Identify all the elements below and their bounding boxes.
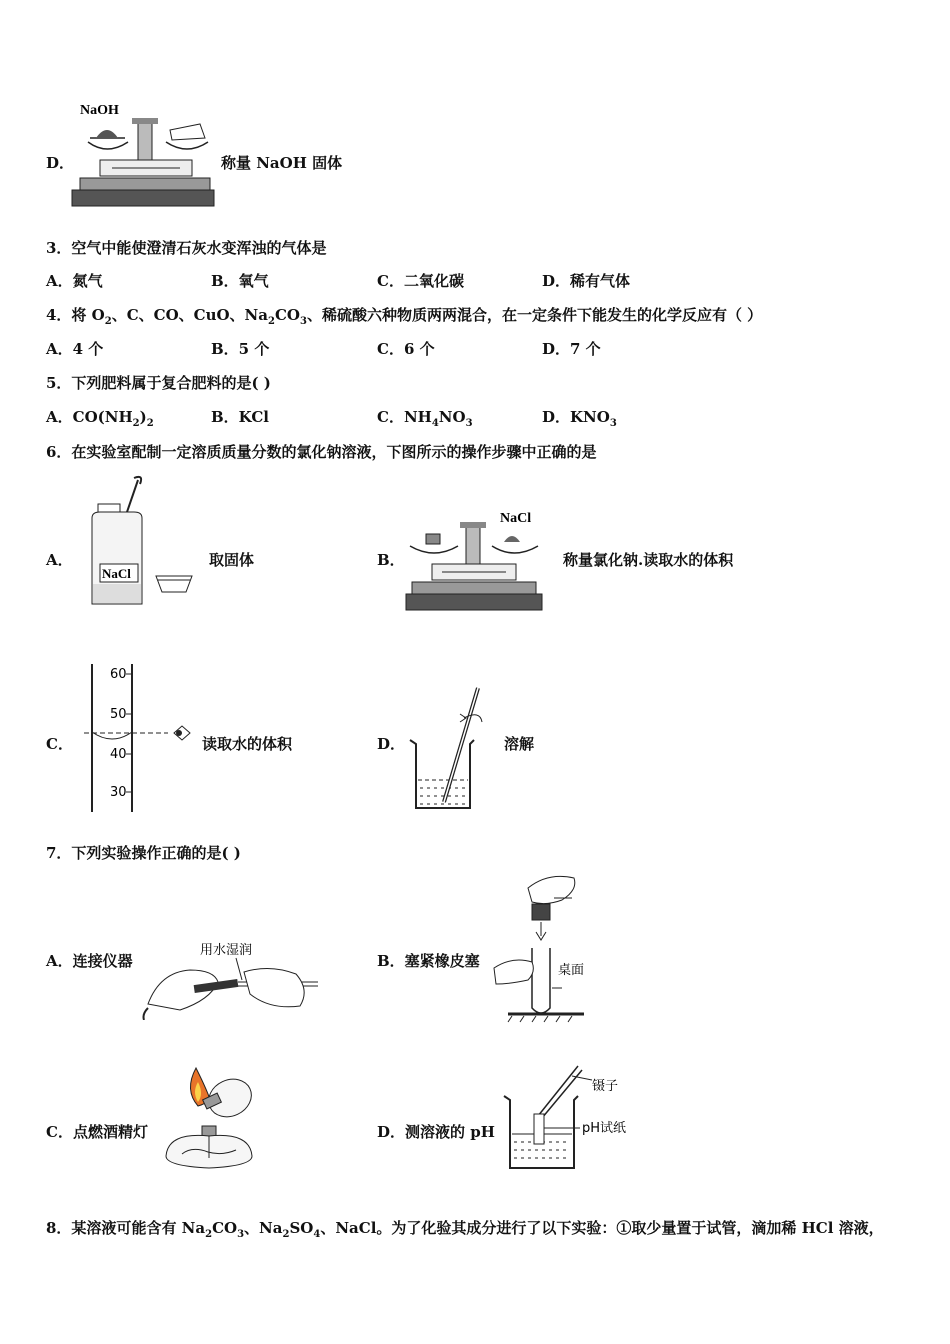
q3-option-b[interactable]: B．氧气 [211,272,269,290]
q3-stem: 3．空气中能使澄清石灰水变浑浊的气体是 [46,239,327,257]
graduated-cylinder-figure [82,662,198,814]
q8-stem [46,1217,884,1240]
q4-option-a[interactable]: A．4 个 [46,340,104,358]
q6-option-d-label[interactable]: D． [377,735,406,753]
q7-option-d[interactable]: D．测溶液的 pH [377,1123,495,1141]
connect-tube-figure [140,934,320,1020]
q5-a-suffix: ) [139,408,147,426]
tick-60: 60 [110,667,127,682]
q4-stem-prefix: 4．将 O [46,306,105,324]
insert-stopper-figure [488,868,598,1024]
q7-option-a[interactable]: A．连接仪器 [46,952,133,970]
table-surface-label: 桌面 [558,963,585,978]
q4-option-b[interactable]: B．5 个 [211,340,270,358]
q8-s2: 3 [237,1229,245,1240]
q6-option-b-label[interactable]: B． [377,551,405,569]
q6-option-c-text: 读取水的体积 [202,735,293,753]
q2-option-d-label: D． [46,154,75,172]
q4-option-c[interactable]: C．6 个 [377,340,435,358]
naoh-fig-label: NaOH [80,103,119,118]
q6-option-b-text: 称量氯化钠.读取水的体积 [563,551,734,569]
q5-option-b[interactable]: B．KCl [211,408,269,426]
balance-nacl-figure [404,506,546,614]
tick-50: 50 [110,707,127,722]
q8-stem-suffix: 、NaCl。为了化验其成分进行了以下实验：①取少量置于试管，滴加稀 HCl 溶液， [320,1219,884,1237]
q4-option-d[interactable]: D．7 个 [542,340,601,358]
q5-a-sub2: 2 [146,418,154,429]
q4-sub3: 3 [299,316,307,327]
reagent-bottle-figure [86,474,198,608]
ph-paper-label: pH试纸 [582,1121,627,1136]
q5-option-a[interactable] [46,406,154,429]
nacl-balance-label: NaCl [500,511,532,526]
wet-with-water-label: 用水湿润 [200,943,253,958]
tweezers-label: 镊子 [592,1079,619,1094]
q7-stem: 7．下列实验操作正确的是( ) [46,844,241,862]
q8-stem-prefix: 8．某溶液可能含有 Na [46,1219,206,1237]
q5-c-sub: 4 [431,418,439,429]
q5-d-sub: 3 [609,418,617,429]
q8-m2: 、Na [244,1219,283,1237]
q4-stem-mid: 、C、CO、CuO、Na [111,306,268,324]
q3-option-a[interactable]: A．氮气 [46,272,103,290]
q6-option-a-label[interactable]: A． [46,551,73,569]
q6-option-d-text: 溶解 [504,735,535,753]
q7-option-c[interactable]: C．点燃酒精灯 [46,1123,148,1141]
q8-m1: CO [212,1219,238,1237]
q2-option-d-text: 称量 NaOH 固体 [221,154,343,172]
q4-stem [46,304,762,327]
nacl-bottle-label: NaCl [102,566,131,581]
q4-sub1: 2 [104,316,112,327]
q8-s4: 4 [313,1229,321,1240]
q3-option-c[interactable]: C．二氧化碳 [377,272,464,290]
q5-a-prefix: A．CO(NH [46,408,133,426]
q8-m3: SO [289,1219,314,1237]
beaker-stirring-figure [404,684,500,814]
tick-40: 40 [110,747,127,762]
q5-a-sub: 2 [132,418,140,429]
q5-option-d[interactable] [542,406,617,429]
q5-c-sub2: 3 [465,418,473,429]
balance-naoh-figure [70,98,220,210]
q6-option-a-text: 取固体 [209,551,255,569]
q8-s3: 2 [282,1229,290,1240]
q5-c-mid: NO [438,408,466,426]
q6-option-c-label[interactable]: C． [46,735,73,753]
q5-option-c[interactable] [377,406,473,429]
q6-stem: 6．在实验室配制一定溶质质量分数的氯化钠溶液，下图所示的操作步骤中正确的是 [46,443,597,461]
q5-d-prefix: D．KNO [542,408,610,426]
q5-stem: 5．下列肥料属于复合肥料的是( ) [46,374,271,392]
tick-30: 30 [110,785,127,800]
q3-option-d[interactable]: D．稀有气体 [542,272,631,290]
q5-c-prefix: C．NH [377,408,432,426]
q7-option-b[interactable]: B．塞紧橡皮塞 [377,952,480,970]
q4-sub2: 2 [268,316,275,327]
ph-test-figure [502,1062,642,1174]
q4-stem-mid2: CO [274,306,300,324]
q8-s1: 2 [205,1229,213,1240]
alcohol-lamp-figure [162,1066,258,1172]
q4-stem-suffix: 、稀硫酸六种物质两两混合，在一定条件下能发生的化学反应有（ ） [306,306,763,324]
